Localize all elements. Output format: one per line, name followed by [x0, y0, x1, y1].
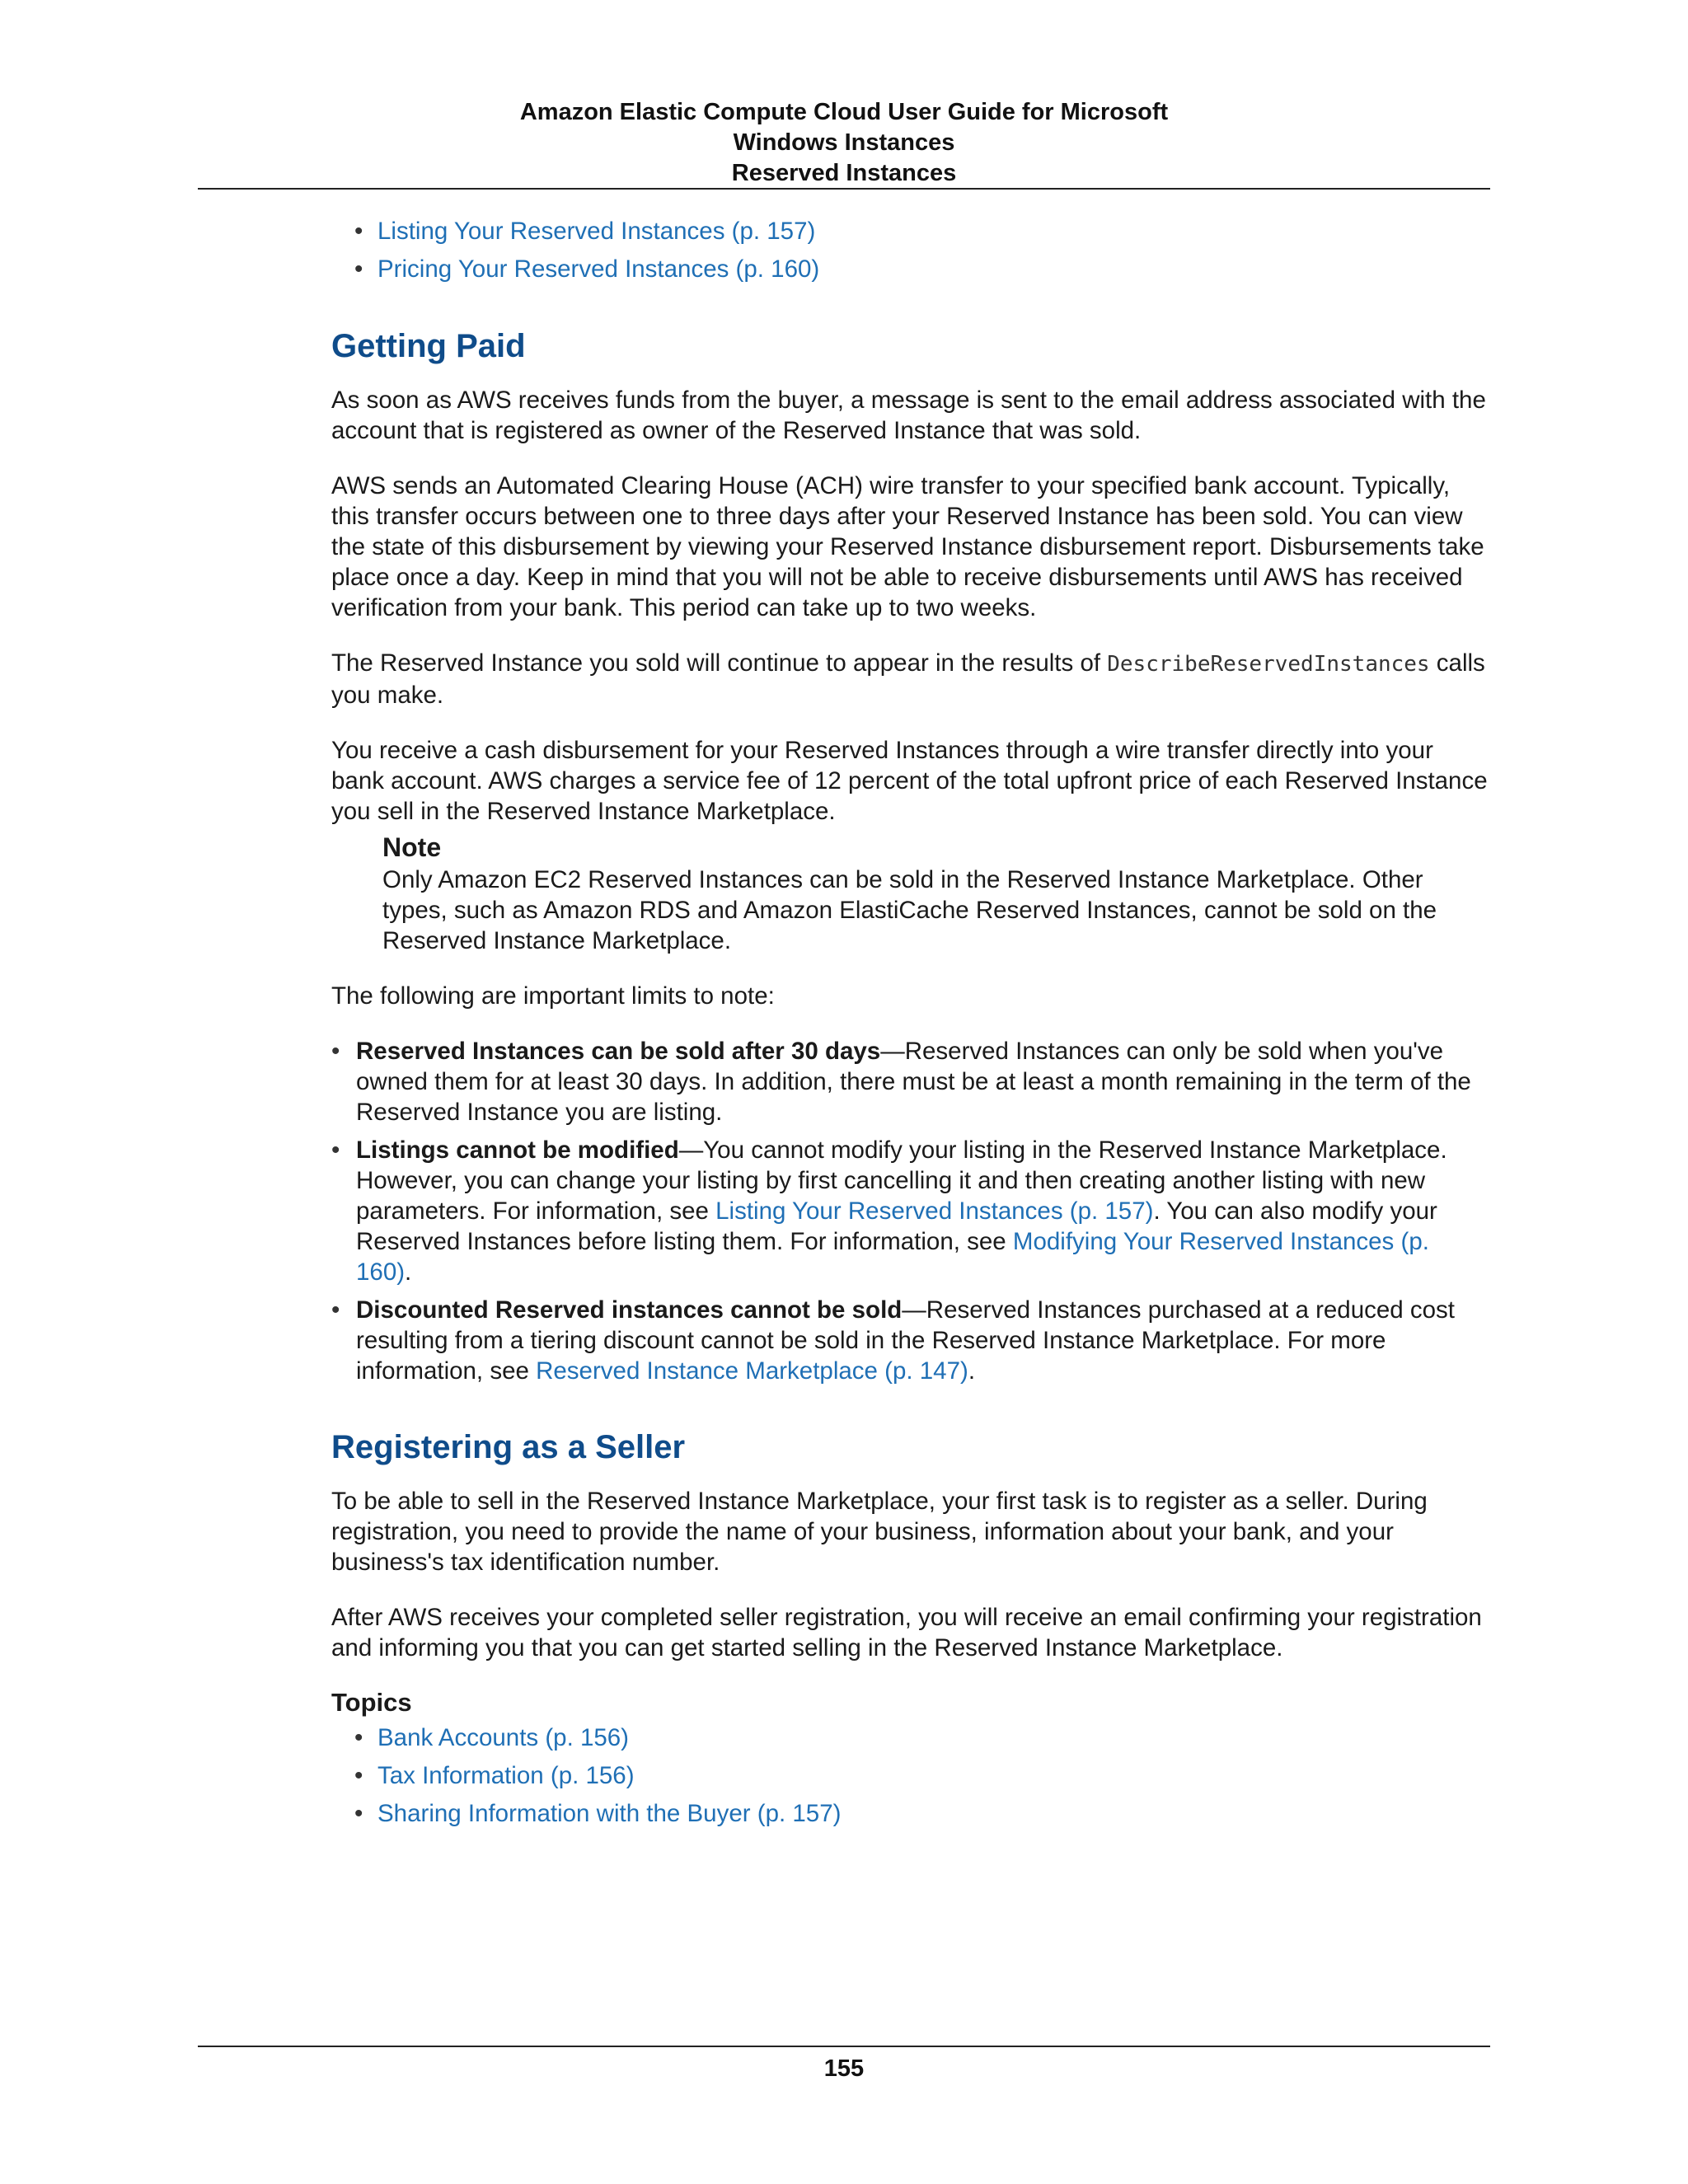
limit-title: Reserved Instances can be sold after 30 days [356, 1038, 881, 1065]
limit-text: . You can also modify your Reserved Instances before listing them. For information, see [356, 1197, 1437, 1255]
header-doc-subtitle: Windows Instances [733, 129, 955, 156]
limit-text: . [968, 1357, 976, 1385]
list-item [331, 1295, 1490, 1386]
header-doc-title: Amazon Elastic Compute Cloud User Guide for Microsoft [519, 99, 1169, 125]
paragraph-text: The Reserved Instance you sold will continue to appear in the results of [331, 649, 1108, 677]
list-item [354, 1757, 1490, 1795]
paragraph: As soon as AWS receives funds from the buyer, a message is sent to the email address associated with the account that is registered as owner of the Reserved Instance that was sold. [331, 387, 1486, 444]
link-bank-accounts[interactable]: Bank Accounts (p. 156) [377, 1724, 630, 1751]
paragraph [331, 648, 1490, 710]
topics-list [331, 1719, 1490, 1833]
limits-list [331, 1036, 1490, 1386]
limit-title: Listings cannot be modified [356, 1137, 679, 1164]
page-header [198, 97, 1490, 189]
link-reserved-instance-marketplace[interactable]: Reserved Instance Marketplace (p. 147) [536, 1357, 968, 1385]
paragraph: The following are important limits to note: [331, 982, 775, 1010]
page-number: 155 [823, 2055, 865, 2082]
page-content [331, 213, 1490, 1833]
link-listing-reserved-instances[interactable]: Listing Your Reserved Instances (p. 157) [377, 218, 816, 245]
topics-title: Topics [331, 1688, 412, 1717]
list-item [354, 213, 1490, 251]
header-section-title: Reserved Instances [731, 160, 957, 186]
note-text: Only Amazon EC2 Reserved Instances can be sold in the Reserved Instance Marketplace. Other types, such as Amazon RDS and Amazon ElastiCache Reserved Instances, cannot be sold on the Reserved Instance Marketplace. [382, 866, 1437, 954]
limit-text: —Reserved Instances purchased at a reduced cost resulting from a tiering discount cannot be sold in the Reserved Instance Marketplace. For more information, see [356, 1296, 1455, 1385]
limit-text: —You cannot modify your listing in the Reserved Instance Marketplace. However, you can change your listing by first cancelling it and then creating another listing with new parameters. For information, see [356, 1137, 1447, 1225]
list-item [354, 1719, 1490, 1757]
note-box [382, 830, 1490, 956]
heading-registering-as-seller: Registering as a Seller [331, 1429, 686, 1465]
note-title: Note [382, 832, 442, 862]
limit-title: Discounted Reserved instances cannot be sold [356, 1296, 903, 1324]
link-tax-information[interactable]: Tax Information (p. 156) [377, 1762, 635, 1789]
paragraph-text: calls you make. [331, 649, 1485, 709]
paragraph: You receive a cash disbursement for your Reserved Instances through a wire transfer directly into your bank account. AWS charges a service fee of 12 percent of the total upfront price of each Reserved Instance you sell in the Reserved Instance Marketplace. [331, 737, 1488, 825]
code-describe-reserved-instances: DescribeReservedInstances [1107, 652, 1430, 677]
link-modifying-reserved-instances[interactable]: Modifying Your Reserved Instances (p. 160) [356, 1228, 1429, 1286]
header-rule [198, 188, 1490, 190]
list-item [331, 1036, 1490, 1127]
paragraph: AWS sends an Automated Clearing House (ACH) wire transfer to your specified bank account. Typically, this transfer occurs between one to three days after your Reserved Instance has been sold. You can view the state of this disbursement by viewing your Reserved Instance disbursement report. Disbursements take place once a day. Keep in mind that you will not be able to receive disbursements until AWS has received verification from your bank. This period can take up to two weeks. [331, 472, 1484, 621]
link-pricing-reserved-instances[interactable]: Pricing Your Reserved Instances (p. 160) [377, 255, 820, 283]
paragraph: To be able to sell in the Reserved Instance Marketplace, your first task is to register as a seller. During registration, you need to provide the name of your business, information about your bank, and your business's tax identification number. [331, 1488, 1428, 1576]
list-item [354, 1795, 1490, 1833]
heading-getting-paid: Getting Paid [331, 328, 526, 364]
top-links-list [331, 213, 1490, 288]
limit-text: . [405, 1258, 412, 1286]
footer-rule [198, 2046, 1490, 2047]
list-item [331, 1135, 1490, 1287]
limit-text: —Reserved Instances can only be sold when you've owned them for at least 30 days. In addition, there must be at least a month remaining in the term of the Reserved Instance you are listing. [356, 1038, 1471, 1126]
link-listing-reserved-instances-inline[interactable]: Listing Your Reserved Instances (p. 157) [715, 1197, 1154, 1225]
list-item [354, 251, 1490, 288]
link-sharing-information[interactable]: Sharing Information with the Buyer (p. 157) [377, 1800, 842, 1827]
paragraph: After AWS receives your completed seller registration, you will receive an email confirming your registration and informing you that you can get started selling in the Reserved Instance Marketplace. [331, 1604, 1482, 1661]
